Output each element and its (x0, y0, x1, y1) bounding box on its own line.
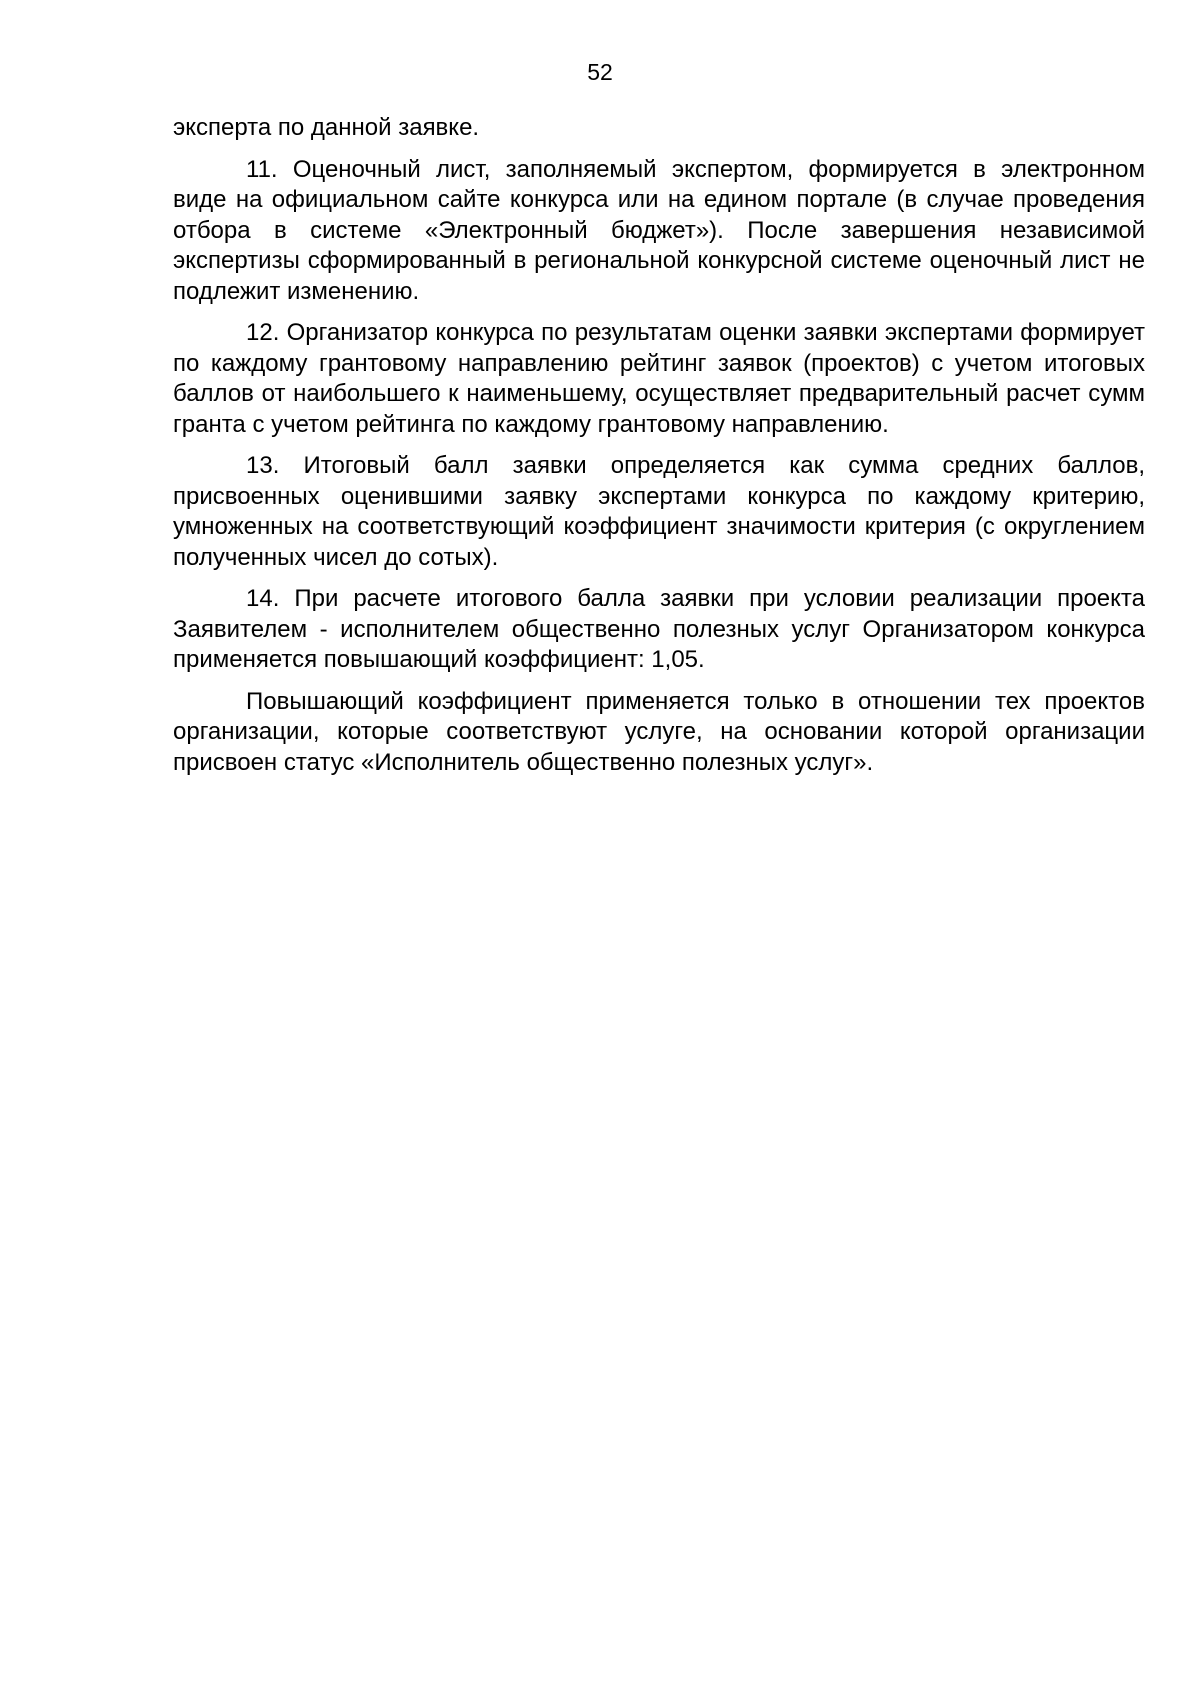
paragraph-item-13: 13. Итоговый балл заявки определяется как сумма средних баллов, присвоенных оценившими заявку экспертами конкурса по каждому критерию, умноженных на соответствующий коэффициент значимости критерия (с округлением полученных чисел до сотых). (173, 452, 1145, 571)
paragraph-coefficient-note: Повышающий коэффициент применяется только в отношении тех проектов организации, которые соответствуют услуге, на основании которой организации присвоен статус «Исполнитель общественно полезных услуг». (173, 687, 1145, 776)
page-number: 52 (587, 59, 613, 85)
paragraph-item-11: 11. Оценочный лист, заполняемый экспертом, формируется в электронном виде на официальном сайте конкурса или на едином портале (в случае проведения отбора в системе «Электронный бюджет»). После завершения независимой экспертизы сформированный в региональной конкурсной системе оценочный лист не подлежит изменению. (173, 155, 1145, 305)
document-body (173, 113, 1145, 789)
paragraph-item-12: 12. Организатор конкурса по результатам оценки заявки экспертами формирует по каждому грантовому направлению рейтинг заявок (проектов) с учетом итоговых баллов от наибольшего к наименьшему, осуществляет предварительный расчет сумм гранта с учетом рейтинга по каждому грантовому направлению. (173, 319, 1145, 438)
paragraph-continuation: эксперта по данной заявке. (173, 114, 480, 141)
paragraph-item-14: 14. При расчете итогового балла заявки при условии реализации проекта Заявителем - исполнителем общественно полезных услуг Организатором конкурса применяется повышающий коэффициент: 1,05. (173, 585, 1145, 673)
